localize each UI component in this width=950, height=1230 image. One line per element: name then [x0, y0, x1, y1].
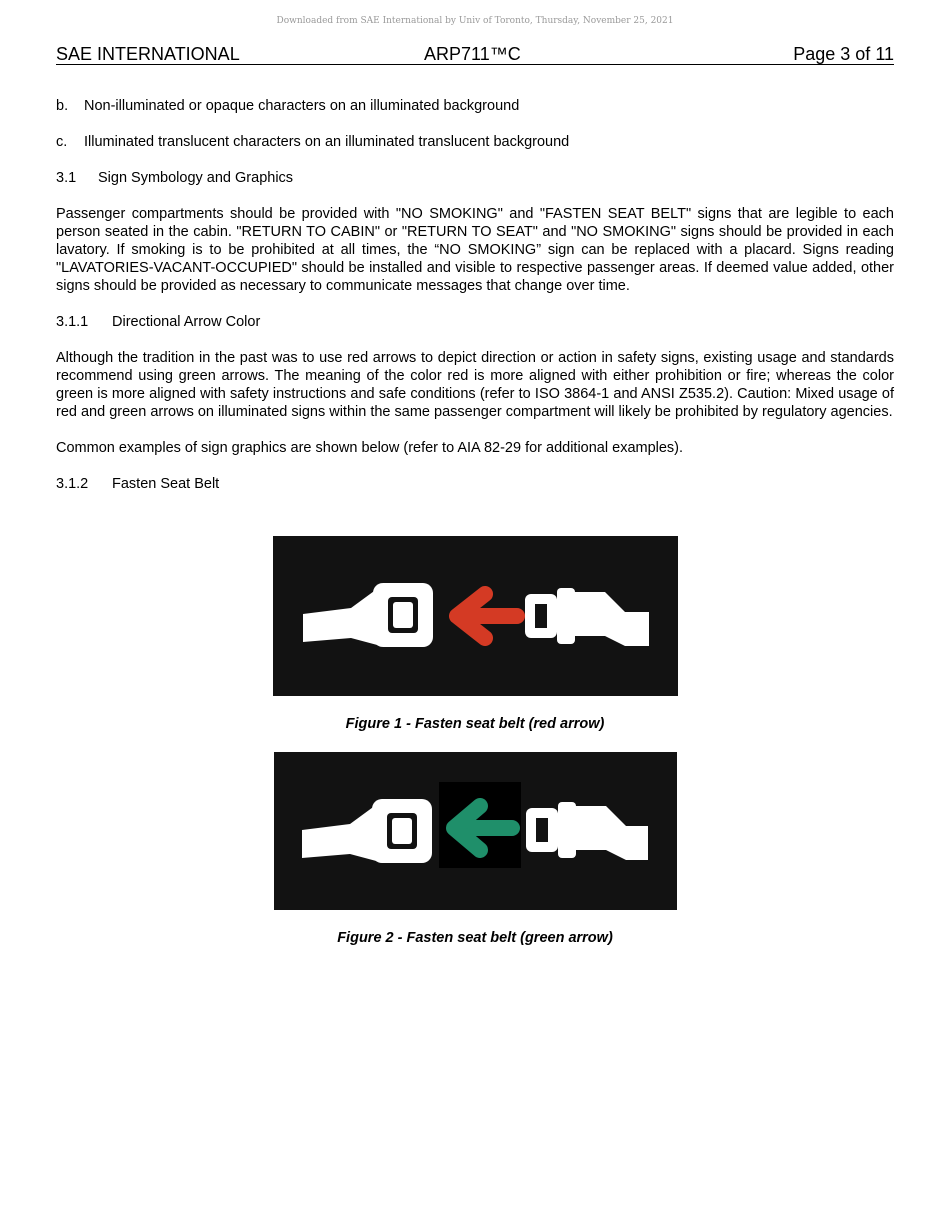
- section-number-3-1-2: 3.1.2: [56, 476, 89, 492]
- section-heading-3-1: [56, 169, 894, 187]
- list-label-b: b.: [56, 98, 69, 114]
- section-number-3-1-1: 3.1.1: [56, 314, 89, 330]
- figure-1: [0, 536, 950, 732]
- header-page-number: Page 3 of 11: [793, 44, 894, 64]
- header-document-id: ARP711™C: [424, 44, 521, 64]
- section-title-3-1-2: Fasten Seat Belt: [112, 476, 220, 492]
- section-number-3-1: 3.1: [56, 170, 77, 186]
- list-item-c: [56, 133, 894, 151]
- section-heading-3-1-1: [56, 313, 894, 331]
- list-text-b: Non-illuminated or opaque characters on an illuminated background: [84, 98, 520, 114]
- section-title-3-1: Sign Symbology and Graphics: [98, 170, 294, 186]
- list-label-c: c.: [56, 134, 68, 150]
- figure-2-caption: Figure 2 - Fasten seat belt (green arrow): [337, 930, 613, 946]
- paragraph-sign-symbology: Passenger compartments should be provided with "NO SMOKING" and "FASTEN SEAT BELT" signs that are legible to each person seated in the cabin. "RETURN TO CABIN" or "RETURN TO SEAT" and "NO SMOKING" signs should be provided in each lavatory. If smoking is to be prohibited at all times, the “NO SMOKING” sign can be replaced with a placard. Signs reading "LAVATORIES-VACANT-OCCUPIED" should be installed and visible to respective passenger areas. If deemed value added, other signs should be provided as necessary to communicate messages that change over time.: [56, 206, 894, 294]
- fasten-seat-belt-green-sign-image: [274, 752, 677, 910]
- fasten-seat-belt-red-sign-image: [273, 536, 678, 696]
- document-body: [56, 97, 894, 511]
- paragraph-arrow-color: Although the tradition in the past was to use red arrows to depict direction or action in safety signs, existing usage and standards recommend using green arrows. The meaning of the color red is more aligned with either prohibition or fire; whereas the color green is more aligned with safety instructions and safe conditions (refer to ISO 3864-1 and ANSI Z535.2). Caution: Mixed usage of red and green arrows on illuminated signs within the same passenger compartment will likely be prohibited by regulatory agencies.: [56, 350, 894, 420]
- list-item-b: [56, 97, 894, 115]
- paragraph-examples: Common examples of sign graphics are shown below (refer to AIA 82-29 for additional examples).: [56, 440, 684, 456]
- list-text-c: Illuminated translucent characters on an illuminated translucent background: [84, 134, 570, 150]
- figure-1-caption: Figure 1 - Fasten seat belt (red arrow): [345, 716, 605, 732]
- page-header: [56, 44, 894, 65]
- header-publisher: SAE INTERNATIONAL: [56, 44, 240, 64]
- section-title-3-1-1: Directional Arrow Color: [112, 314, 261, 330]
- download-watermark: Downloaded from SAE International by Univ of Toronto, Thursday, November 25, 2021: [276, 16, 674, 26]
- figure-2: [0, 752, 950, 946]
- section-heading-3-1-2: [56, 475, 894, 493]
